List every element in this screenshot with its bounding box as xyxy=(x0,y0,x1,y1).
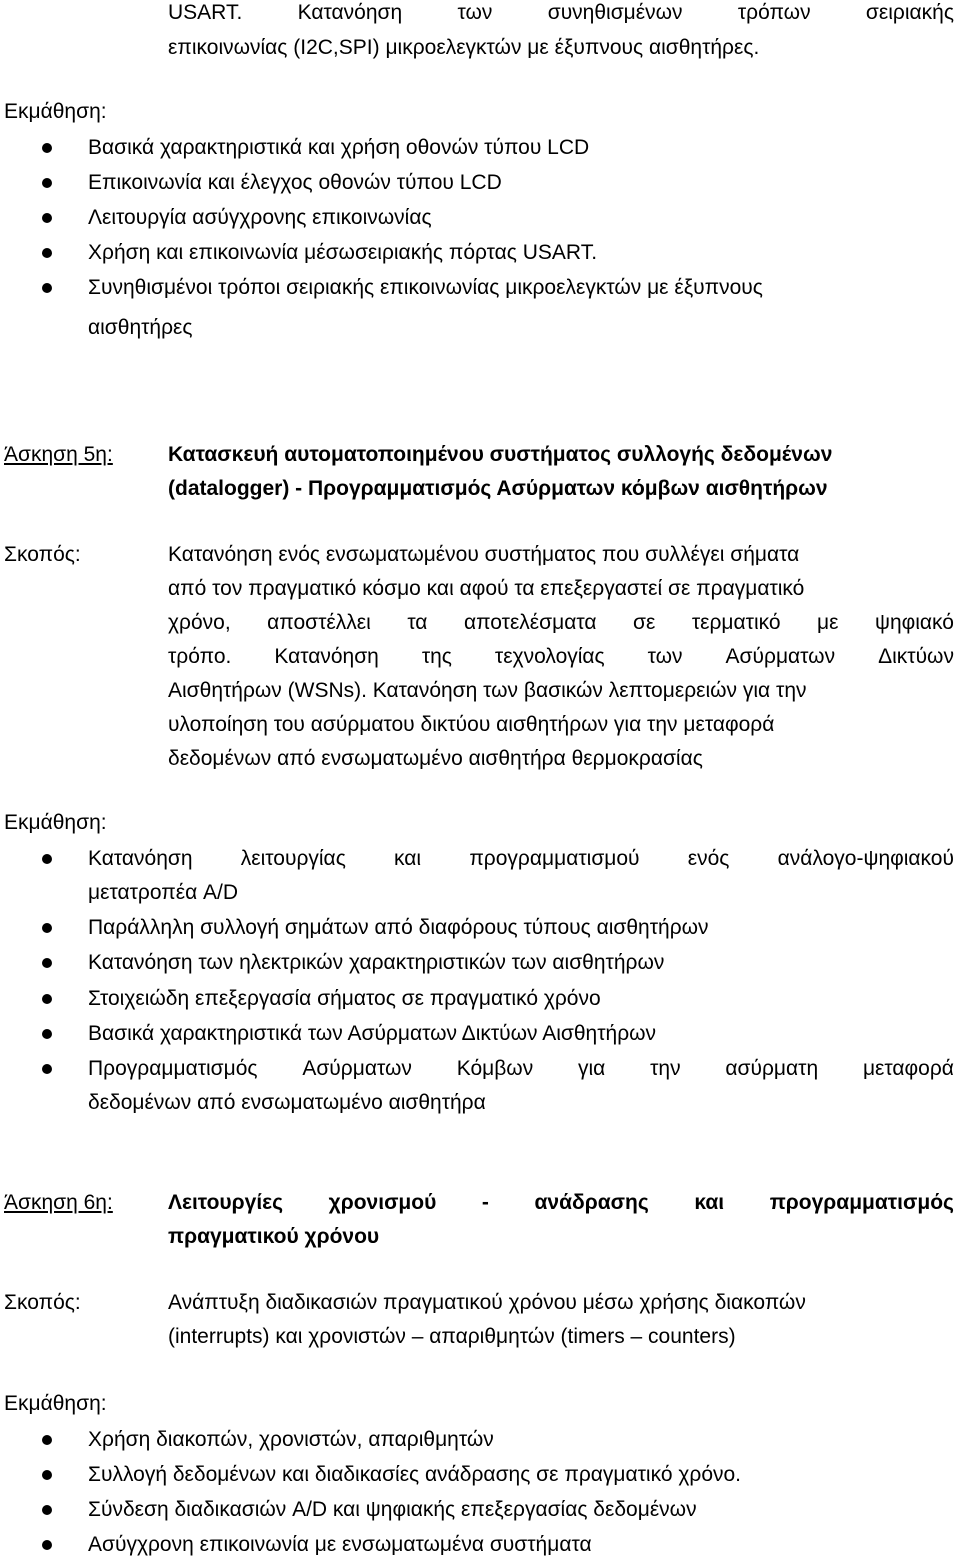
top-paragraph-line-1: USART. Κατανόηση των συνηθισμένων τρόπων σειριακής xyxy=(168,1,954,24)
exercise-5-goal-line-1: Κατανόηση ενός ενσωματωμένου συστήματος που συλλέγει σήματα xyxy=(168,543,800,566)
bullet-icon xyxy=(42,1029,52,1039)
bullet-icon xyxy=(42,1064,52,1074)
exercise-5-title-line-1: Κατασκευή αυτοματοποιημένου συστήματος συλλογής δεδομένων xyxy=(168,443,833,466)
learning-heading-2: Εκμάθηση: xyxy=(4,811,107,834)
exercise-5-goal-line-7: δεδομένων από ενσωματωμένο αισθητήρα θερμοκρασίας xyxy=(168,747,703,770)
bullet-icon xyxy=(42,213,52,223)
exercise-5-goal-line-3: χρόνο, αποστέλλει τα αποτελέσματα σε τερματικό με ψηφιακό xyxy=(168,611,954,634)
learning3-item-2: Συλλογή δεδομένων και διαδικασίες ανάδρασης σε πραγματικό χρόνο. xyxy=(88,1463,742,1486)
exercise-6-goal-line-2: (interrupts) και χρονιστών – απαριθμητών (timers – counters) xyxy=(168,1325,736,1348)
bullet-icon xyxy=(42,1540,52,1550)
learning3-item-1: Χρήση διακοπών, χρονιστών, απαριθμητών xyxy=(88,1428,494,1451)
learning2-item-3: Κατανόηση των ηλεκτρικών χαρακτηριστικών των αισθητήρων xyxy=(88,951,665,974)
learning1-item-3: Λειτουργία ασύγχρονης επικοινωνίας xyxy=(88,206,432,229)
learning2-item-6: Προγραμματισμός Ασύρματων Κόμβων για την ασύρματη μεταφορά xyxy=(88,1057,954,1080)
bullet-icon xyxy=(42,1505,52,1515)
exercise-5-goal-line-4: τρόπο. Κατανόηση της τεχνολογίας των Ασύρματων Δικτύων xyxy=(168,645,954,668)
learning2-item-1: Κατανόηση λειτουργίας και προγραμματισμού ενός ανάλογο-ψηφιακού xyxy=(88,847,954,870)
exercise-5-goal-label: Σκοπός: xyxy=(4,543,81,566)
learning2-item-5: Βασικά χαρακτηριστικά των Ασύρματων Δικτύων Αισθητήρων xyxy=(88,1022,657,1045)
bullet-icon xyxy=(42,994,52,1004)
exercise-6-goal-label: Σκοπός: xyxy=(4,1291,81,1314)
learning1-item-5: Συνηθισμένοι τρόποι σειριακής επικοινωνίας μικροελεγκτών με έξυπνους xyxy=(88,276,763,299)
top-paragraph-line-2: επικοινωνίας (I2C,SPI) μικροελεγκτών με έξυπνους αισθητήρες. xyxy=(168,36,760,59)
exercise-6-title-line-2: πραγματικού χρόνου xyxy=(168,1225,380,1248)
exercise-6-label: Άσκηση 6η: xyxy=(4,1191,113,1214)
bullet-icon xyxy=(42,958,52,968)
learning1-item-1: Βασικά χαρακτηριστικά και χρήση οθονών τύπου LCD xyxy=(88,136,590,159)
learning2-item-1-continuation: μετατροπέα A/D xyxy=(88,881,239,904)
learning1-item-4: Χρήση και επικοινωνία μέσωσειριακής πόρτας USART. xyxy=(88,241,598,264)
learning1-item-2: Επικοινωνία και έλεγχος οθονών τύπου LCD xyxy=(88,171,502,194)
bullet-icon xyxy=(42,854,52,864)
bullet-icon xyxy=(42,248,52,258)
bullet-icon xyxy=(42,1435,52,1445)
exercise-5-goal-line-5: Αισθητήρων (WSNs). Κατανόηση των βασικών λεπτομερειών για την xyxy=(168,679,807,702)
learning-heading-1: Εκμάθηση: xyxy=(4,100,107,123)
bullet-icon xyxy=(42,178,52,188)
exercise-6-goal-line-1: Ανάπτυξη διαδικασιών πραγματικού χρόνου μέσω χρήσης διακοπών xyxy=(168,1291,806,1314)
learning3-item-3: Σύνδεση διαδικασιών A/D και ψηφιακής επεξεργασίας δεδομένων xyxy=(88,1498,697,1521)
learning3-item-4: Ασύγχρονη επικοινωνία με ενσωματωμένα συστήματα xyxy=(88,1533,592,1556)
learning1-item-5-continuation: αισθητήρες xyxy=(88,316,193,339)
bullet-icon xyxy=(42,143,52,153)
bullet-icon xyxy=(42,283,52,293)
exercise-5-title-line-2: (datalogger) - Προγραμματισμός Ασύρματων κόμβων αισθητήρων xyxy=(168,477,828,500)
learning2-item-2: Παράλληλη συλλογή σημάτων από διαφόρους τύπους αισθητήρων xyxy=(88,916,709,939)
learning-heading-3: Εκμάθηση: xyxy=(4,1392,107,1415)
bullet-icon xyxy=(42,923,52,933)
learning2-item-4: Στοιχειώδη επεξεργασία σήματος σε πραγματικό χρόνο xyxy=(88,987,601,1010)
exercise-5-label: Άσκηση 5η: xyxy=(4,443,113,466)
learning2-item-6-continuation: δεδομένων από ενσωματωμένο αισθητήρα xyxy=(88,1091,486,1114)
exercise-6-title-line-1: Λειτουργίες χρονισμού - ανάδρασης και προγραμματισμός xyxy=(168,1191,954,1214)
exercise-5-goal-line-6: υλοποίηση του ασύρματου δικτύου αισθητήρων για την μεταφορά xyxy=(168,713,775,736)
bullet-icon xyxy=(42,1470,52,1480)
exercise-5-goal-line-2: από τον πραγματικό κόσμο και αφού τα επεξεργαστεί σε πραγματικό xyxy=(168,577,805,600)
